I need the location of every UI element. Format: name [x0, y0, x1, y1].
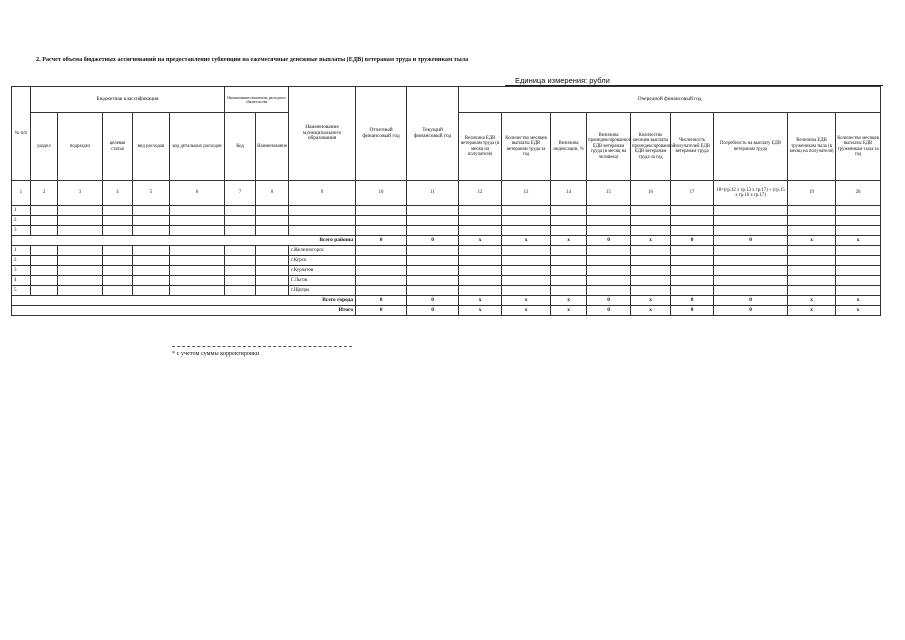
city-name: Г.Льгов	[289, 276, 356, 286]
col-number: 1	[12, 181, 31, 206]
total-cities-label: Всего города	[12, 296, 356, 306]
total-districts-label: Всего районы	[12, 236, 356, 246]
cell: 0	[407, 236, 459, 246]
total-districts-row	[12, 236, 881, 246]
cell: x	[502, 306, 551, 316]
total-cities-row	[12, 296, 881, 306]
col-number: 17	[671, 181, 714, 206]
unit-of-measure: Единица измерения: рубли	[505, 76, 883, 86]
header-c19: Величина ЕДВ труженикам тыла (в месяц на получателя)	[788, 113, 836, 181]
header-naim: Наименование	[256, 113, 289, 181]
total-row	[12, 306, 881, 316]
col-number: 4	[103, 181, 133, 206]
city-row	[12, 266, 881, 276]
header-celevaya: целевая статья	[103, 113, 133, 181]
col-number: 10	[356, 181, 407, 206]
header-podrazdel: подраздел	[58, 113, 103, 181]
table-row	[12, 216, 881, 226]
city-name: г.Курск	[289, 256, 356, 266]
city-row	[12, 256, 881, 266]
header-vid: вид расходов	[133, 113, 170, 181]
footnote: * с учетом суммы корректировки	[172, 350, 260, 357]
header-c20: Количество месяцев выплаты ЕДВ труженикам тыла за год	[836, 113, 881, 181]
col-number: 3	[58, 181, 103, 206]
header-c13: Количество месяцев выплаты ЕДВ ветеранам труда за год	[502, 113, 551, 181]
cell: 0	[587, 296, 631, 306]
cell: x	[631, 236, 671, 246]
row-index: 3	[12, 266, 31, 276]
cell: x	[631, 296, 671, 306]
cell: 0	[356, 306, 407, 316]
col-number: 6	[170, 181, 225, 206]
row-index: 2	[12, 256, 31, 266]
header-kod-det: код детальных расходов	[170, 113, 225, 181]
cell: 0	[714, 236, 788, 246]
city-name: г.Железногорск	[289, 246, 356, 256]
cell: x	[551, 296, 587, 306]
col-number: 18=(гр.12 х гр.13 х гр.17) + (гр.15 х гр.16 х гр.17)	[714, 181, 788, 206]
col-number: 13	[502, 181, 551, 206]
header-c15: Величина проиндексированной ЕДВ ветеранам труда (в месяц на человека)	[587, 113, 631, 181]
cell: x	[551, 306, 587, 316]
header-current-year: Текущий финансовый год	[407, 87, 459, 181]
row-index: 5	[12, 286, 31, 296]
col-number: 8	[256, 181, 289, 206]
header-c18: Потребность на выплату ЕДВ ветеранам труда	[714, 113, 788, 181]
report-title: 2. Расчет объема бюджетных ассигнований на предоставление субвенции на ежемесячные денежные выплаты (ЕДВ) ветеранам труда и труженикам тыла	[36, 56, 469, 63]
city-row	[12, 276, 881, 286]
cell: x	[836, 236, 881, 246]
col-number: 14	[551, 181, 587, 206]
col-number: 9	[289, 181, 356, 206]
cell: x	[788, 236, 836, 246]
footnote-divider	[172, 346, 352, 347]
header-row-num: № п/п	[12, 87, 31, 181]
cell: 0	[407, 306, 459, 316]
cell: x	[551, 236, 587, 246]
header-expense-obligation: Наименование показателя, расходного обязательства	[225, 87, 289, 113]
header-c16: Количество месяцев выплаты проиндексированной ЕДВ ветеранам труда за год	[631, 113, 671, 181]
cell: x	[459, 306, 502, 316]
cell: 0	[407, 296, 459, 306]
col-number: 19	[788, 181, 836, 206]
col-number: 12	[459, 181, 502, 206]
col-number: 20	[836, 181, 881, 206]
cell: x	[502, 236, 551, 246]
cell: 0	[356, 296, 407, 306]
cell: 0	[356, 236, 407, 246]
header-reporting-year: Отчетный финансовый год	[356, 87, 407, 181]
row-index: 1	[12, 206, 31, 216]
row-index: 3	[12, 226, 31, 236]
header-razdel: раздел	[31, 113, 58, 181]
col-number: 5	[133, 181, 170, 206]
header-c14: Величина индексации, %	[551, 113, 587, 181]
cell: 0	[671, 306, 714, 316]
city-row	[12, 286, 881, 296]
cell: 0	[587, 306, 631, 316]
header-municipality-name: Наименование муниципального образования	[289, 87, 356, 181]
header-budget-classification: Бюджетная классификация	[31, 87, 225, 113]
cell: 0	[671, 296, 714, 306]
row-index: 4	[12, 276, 31, 286]
header-kod: Код	[225, 113, 256, 181]
col-number: 11	[407, 181, 459, 206]
col-number: 7	[225, 181, 256, 206]
cell: x	[502, 296, 551, 306]
total-label: Итого	[12, 306, 356, 316]
cell: x	[788, 296, 836, 306]
col-number: 15	[587, 181, 631, 206]
cell: x	[459, 296, 502, 306]
cell: 0	[587, 236, 631, 246]
city-name: г.Щигры	[289, 286, 356, 296]
cell: x	[631, 306, 671, 316]
city-name: г.Курчатов	[289, 266, 356, 276]
cell: 0	[671, 236, 714, 246]
table-row	[12, 206, 881, 216]
table-row	[12, 226, 881, 236]
city-row	[12, 246, 881, 256]
col-number: 16	[631, 181, 671, 206]
header-c12: Величина ЕДВ ветеранам труда (в месяц на получателя)	[459, 113, 502, 181]
row-index: 1	[12, 246, 31, 256]
row-index: 2	[12, 216, 31, 226]
header-next-year: Очередной финансовый год	[459, 87, 881, 113]
budget-table	[11, 86, 881, 316]
cell: x	[836, 306, 881, 316]
cell: x	[836, 296, 881, 306]
cell: x	[459, 236, 502, 246]
cell: 0	[714, 306, 788, 316]
header-c17: Численность получателей ЕДВ ветеранам труда	[671, 113, 714, 181]
cell: 0	[714, 296, 788, 306]
cell: x	[788, 306, 836, 316]
col-number: 2	[31, 181, 58, 206]
